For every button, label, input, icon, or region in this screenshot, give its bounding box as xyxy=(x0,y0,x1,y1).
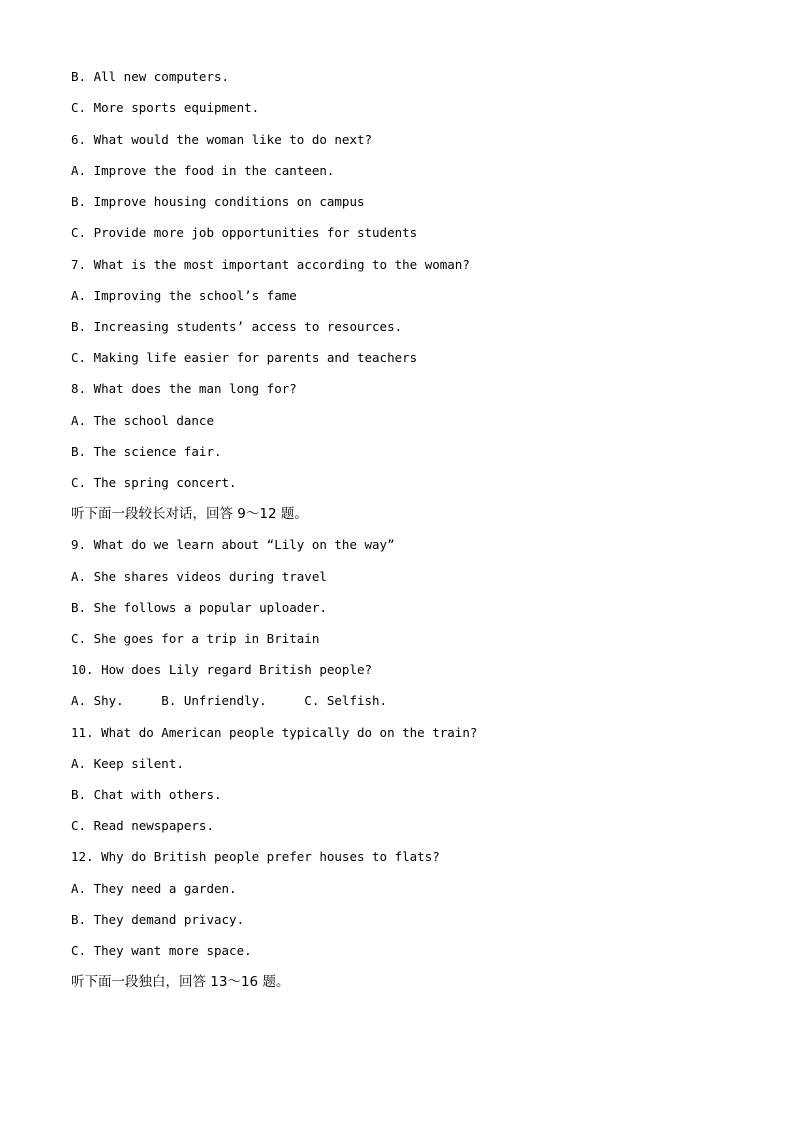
option-b-all-new-computers: B. All new computers. xyxy=(71,69,230,84)
question-12-option-b: B. They demand privacy. xyxy=(71,912,245,927)
question-12: 12. Why do British people prefer houses to flats? xyxy=(71,849,440,864)
question-10-options: A. Shy. B. Unfriendly. C. Selfish. xyxy=(71,693,388,708)
question-6-option-b: B. Improve housing conditions on campus xyxy=(71,194,365,209)
question-12-option-a: A. They need a garden. xyxy=(71,881,237,896)
question-11: 11. What do American people typically do on the train? xyxy=(71,725,478,740)
question-6-option-a: A. Improve the food in the canteen. xyxy=(71,163,335,178)
question-9: 9. What do we learn about “Lily on the way” xyxy=(71,537,395,552)
question-6: 6. What would the woman like to do next? xyxy=(71,132,373,147)
question-7-option-c: C. Making life easier for parents and teachers xyxy=(71,350,418,365)
question-8-option-b: B. The science fair. xyxy=(71,444,222,459)
section-instruction-13-16: 听下面一段独白，回答 13～16 题。 xyxy=(71,974,290,990)
question-8-option-a: A. The school dance xyxy=(71,413,214,428)
question-9-option-b: B. She follows a popular uploader. xyxy=(71,600,327,615)
question-11-option-a: A. Keep silent. xyxy=(71,756,184,771)
question-8-option-c: C. The spring concert. xyxy=(71,475,237,490)
question-8: 8. What does the man long for? xyxy=(71,381,297,396)
question-9-option-c: C. She goes for a trip in Britain xyxy=(71,631,320,646)
question-11-option-b: B. Chat with others. xyxy=(71,787,222,802)
question-11-option-c: C. Read newspapers. xyxy=(71,818,214,833)
question-6-option-c: C. Provide more job opportunities for students xyxy=(71,225,418,240)
question-7-option-b: B. Increasing students’ access to resources. xyxy=(71,319,403,334)
question-7: 7. What is the most important according to the woman? xyxy=(71,257,470,272)
option-c-more-sports-equipment: C. More sports equipment. xyxy=(71,100,260,115)
question-7-option-a: A. Improving the school’s fame xyxy=(71,288,297,303)
question-9-option-a: A. She shares videos during travel xyxy=(71,569,327,584)
question-10: 10. How does Lily regard British people? xyxy=(71,662,373,677)
question-12-option-c: C. They want more space. xyxy=(71,943,252,958)
section-instruction-9-12: 听下面一段较长对话，回答 9～12 题。 xyxy=(71,506,308,522)
